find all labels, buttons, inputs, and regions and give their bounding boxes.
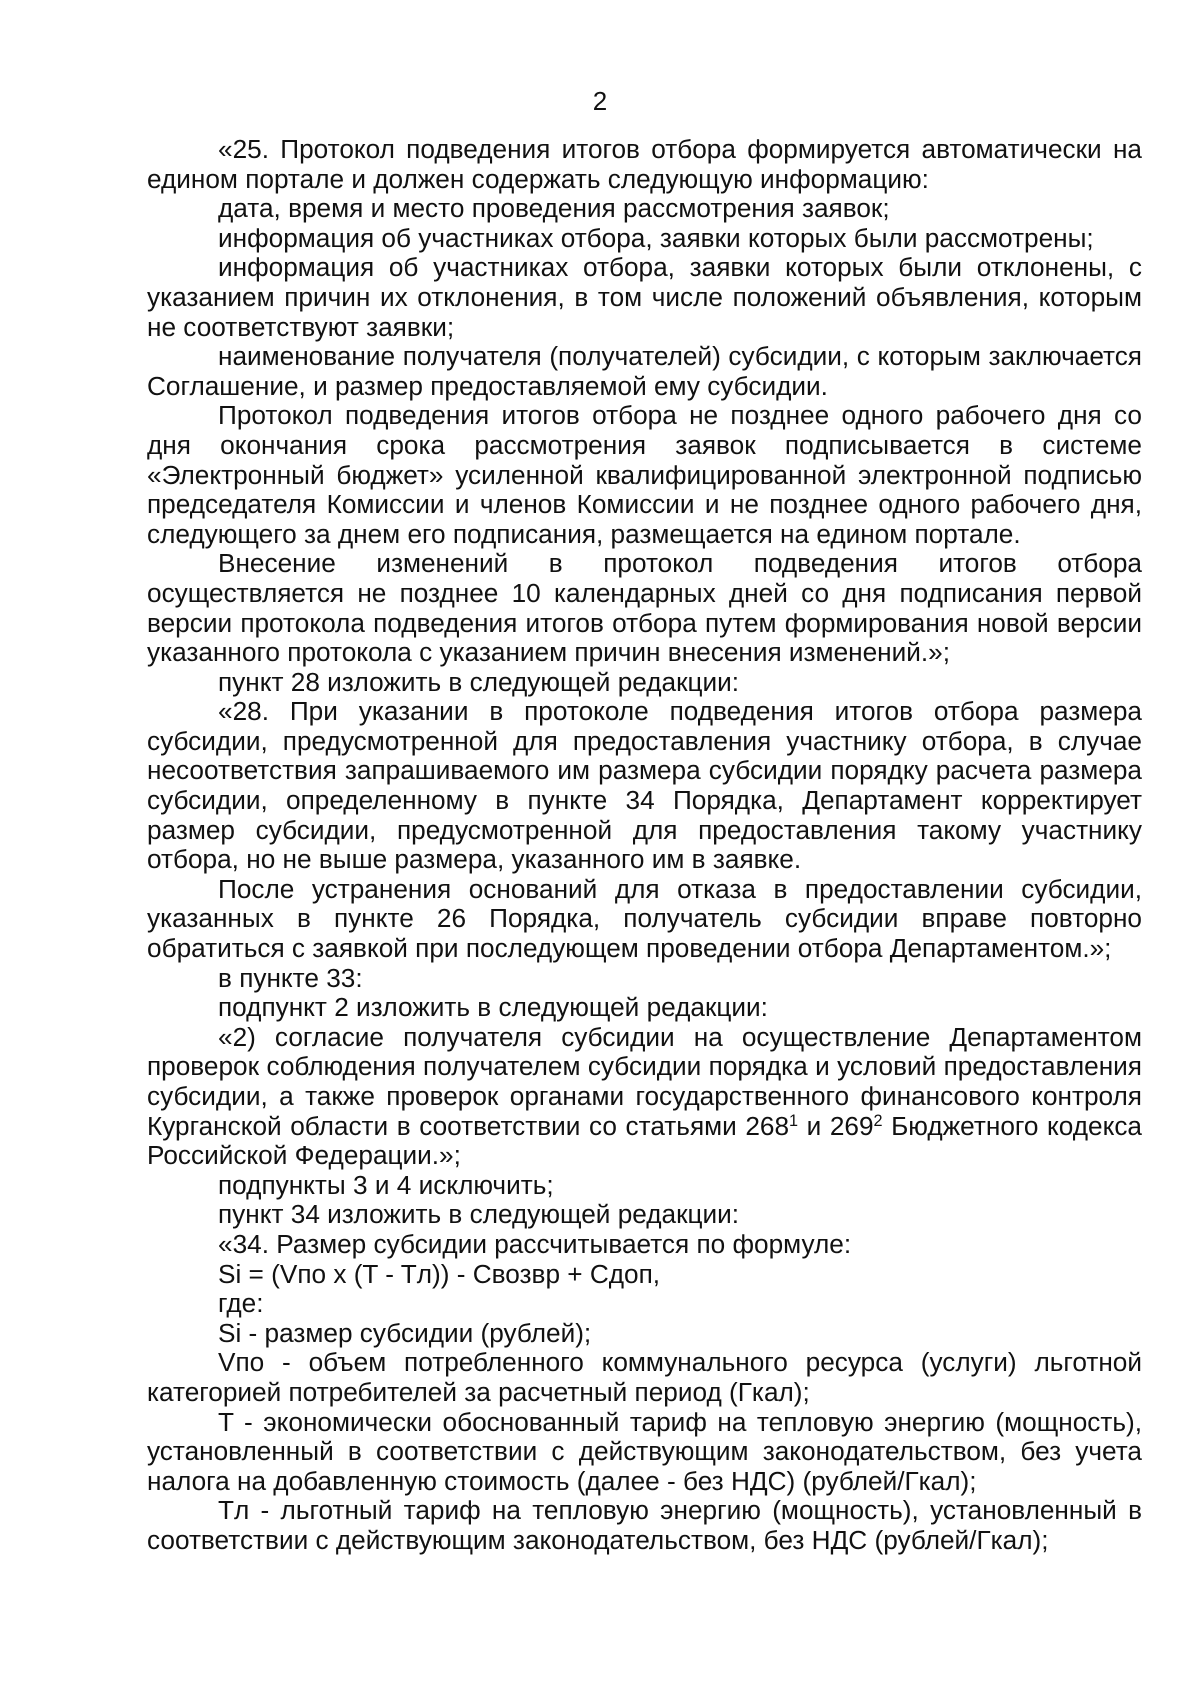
- list-item-rejected-participants: информация об участниках отбора, заявки которых были отклонены, с указанием причин их отклонения, в том числе положений объявления, которым не соответствуют заявки;: [147, 252, 1142, 342]
- subitem-2-mid: и 269: [798, 1110, 874, 1141]
- superscript-1: 1: [789, 1111, 799, 1130]
- paragraph-28-repeat-application: После устранения оснований для отказа в предоставлении субсидии, указанных в пункте 26 Порядка, получатель субсидии вправе повторно обратиться с заявкой при последующем проведении отбора Департаментом.»;: [147, 873, 1142, 964]
- definition-vpo: Vпо - объем потребленного коммунального ресурса (услуги) льготной категорией потребителей за расчетный период (Гкал);: [147, 1347, 1142, 1407]
- list-item-reviewed-participants: информация об участниках отбора, заявки которых были рассмотрены;: [218, 222, 1094, 253]
- instruction-subitems-3-4: подпункты 3 и 4 исключить;: [218, 1169, 554, 1200]
- instruction-item-33: в пункте 33:: [218, 962, 363, 993]
- instruction-item-34: пункт 34 изложить в следующей редакции:: [218, 1199, 740, 1230]
- paragraph-28: «28. При указании в протоколе подведения итогов отбора размера субсидии, предусмотренной для предоставления участнику отбора, в случае несоответствия запрашиваемого им размера субсидии порядку расчета размера субсидии, определенному в пункте 34 Порядка, Департамент корректирует размер субсидии, предусмотренной для предоставления такому участнику отбора, но не выше размера, указанного им в заявке.: [147, 696, 1142, 875]
- document-body: [147, 135, 1142, 1556]
- formula-where: где:: [218, 1288, 264, 1319]
- list-item-recipient-name: наименование получателя (получателей) субсидии, с которым заключается Соглашение, и размер предоставляемой ему субсидии.: [147, 341, 1142, 401]
- formula: Si = (Vпо x (T - Tл)) - Свозвр + Сдоп,: [218, 1258, 661, 1289]
- definition-t: T - экономически обоснованный тариф на тепловую энергию (мощность), установленный в соответствии с действующим законодательством, без учета налога на добавленную стоимость (далее - без НДС) (рублей/Гкал);: [147, 1406, 1142, 1496]
- subitem-2-text: «2) согласие получателя субсидии на осуществление Департаментом проверок соблюдения получателем субсидии порядка и условий предоставления субсидии, а также проверок органами государственного финансового контроля Курганской области в соответствии со статьями 268: [147, 1021, 1142, 1141]
- page-number: 2: [592, 86, 608, 116]
- definition-si: Si - размер субсидии (рублей);: [218, 1317, 592, 1348]
- superscript-2: 2: [873, 1111, 883, 1130]
- list-item-date-time-place: дата, время и место проведения рассмотрения заявок;: [218, 193, 890, 224]
- instruction-subitem-2: подпункт 2 изложить в следующей редакции:: [218, 992, 768, 1023]
- instruction-item-28: пункт 28 изложить в следующей редакции:: [218, 666, 740, 697]
- paragraph-25: «25. Протокол подведения итогов отбора формируется автоматически на едином портале и должен содержать следующую информацию:: [147, 134, 1142, 194]
- paragraph-33-subitem-2: [147, 1023, 1142, 1171]
- definition-tl: Tл - льготный тариф на тепловую энергию (мощность), установленный в соответствии с действующим законодательством, без НДС (рублей/Гкал);: [147, 1495, 1142, 1555]
- paragraph-protocol-signing: Протокол подведения итогов отбора не позднее одного рабочего дня со дня окончания срока рассмотрения заявок подписывается в системе «Электронный бюджет» усиленной квалифицированной электронной подписью председателя Комиссии и членов Комиссии и не позднее одного рабочего дня, следующего за днем его подписания, размещается на едином портале.: [147, 400, 1142, 549]
- paragraph-34: «34. Размер субсидии рассчитывается по формуле:: [218, 1228, 852, 1259]
- paragraph-protocol-changes: Внесение изменений в протокол подведения итогов отбора осуществляется не позднее 10 календарных дней со дня подписания первой версии протокола подведения итогов отбора путем формирования новой версии указанного протокола с указанием причин внесения изменений.»;: [147, 548, 1142, 668]
- subitem-2-tail: Бюджетного кодекса Российской Федерации.»;: [147, 1110, 1142, 1171]
